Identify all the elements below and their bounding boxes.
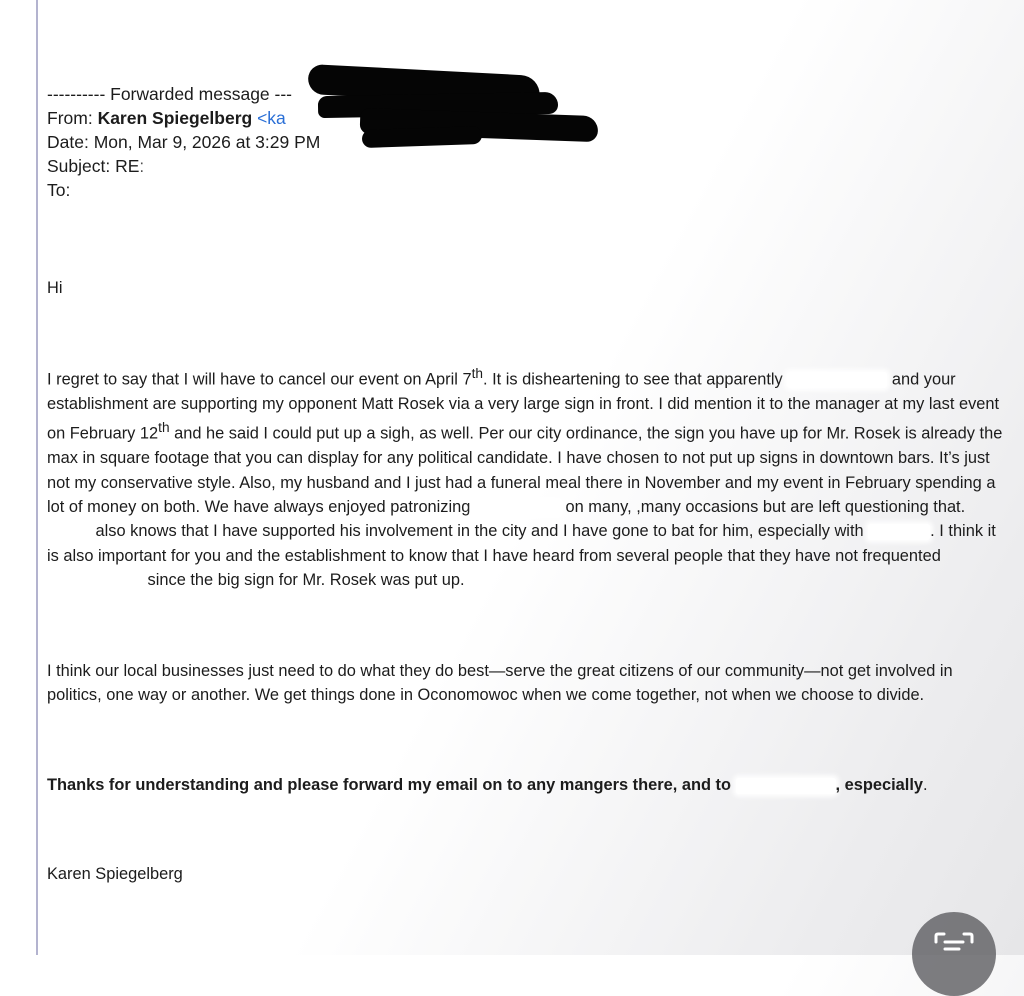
margin-rule bbox=[36, 0, 38, 955]
paragraph-local-business: I think our local businesses just need to do what they do best—serve the great citizens of our community—not get involved in politics, one way or another. We get things done in Oconomowoc when we come together, not when we choose to divide. bbox=[47, 661, 953, 704]
from-label: From: bbox=[47, 108, 98, 128]
forwarded-line: ---------- Forwarded message --- bbox=[47, 84, 292, 104]
redacted-subject bbox=[146, 159, 256, 175]
p3-text-2: , especially bbox=[835, 776, 924, 795]
paragraph-cancellation bbox=[47, 362, 1007, 593]
subject-line bbox=[47, 154, 1007, 178]
p1-sup-1: th bbox=[471, 366, 483, 381]
redacted-name-5 bbox=[47, 573, 143, 589]
redacted-name-4 bbox=[868, 524, 930, 540]
p1-text-4: and he said I could put up a sigh, as well. Per our city ordinance, the sign you have up for Mr. Rosek is already the max in square footage that you can display for any political candidate. I have chosen to not put up signs in downtown bars. It’s just not my conservative style. Also, my husband and I just had a funeral meal there in November and my event in February spending a lot of money on both. We have always enjoyed patronizing bbox=[47, 424, 1003, 516]
p1-text-8: since the big sign for Mr. Rosek was put up. bbox=[143, 571, 465, 590]
p1-text-1: I regret to say that I will have to cancel our event on April 7 bbox=[47, 370, 472, 389]
redacted-name-3 bbox=[47, 524, 91, 540]
p1-sup-2: th bbox=[158, 420, 170, 436]
p1-text-7: . I think it is also important for you and the establishment to know that I have heard from several people that they have not frequented bbox=[47, 522, 996, 565]
greeting-text: Hi bbox=[47, 279, 63, 297]
date-line: Date: Mon, Mar 9, 2026 at 3:29 PM bbox=[47, 132, 321, 152]
redacted-recipient-name bbox=[72, 280, 128, 298]
to-line bbox=[47, 178, 1007, 202]
redacted-name-6 bbox=[736, 778, 836, 794]
scan-text-icon bbox=[934, 932, 974, 952]
redacted-name-2 bbox=[475, 500, 561, 516]
redacted-recipients bbox=[110, 183, 550, 199]
p3-text-1: Thanks for understanding and please forward my email on to any mangers there, and to bbox=[47, 776, 736, 795]
paragraph-thanks bbox=[47, 773, 1007, 797]
sender-email-link[interactable]: <ka bbox=[257, 108, 286, 128]
to-label: To: bbox=[47, 180, 71, 200]
signature: Karen Spiegelberg bbox=[47, 864, 183, 883]
email-body bbox=[47, 82, 1007, 886]
p3-text-3: . bbox=[923, 776, 928, 795]
redacted-name-1 bbox=[787, 372, 887, 388]
p1-text-5: on many, ,many occasions but are left questioning that. bbox=[560, 497, 966, 516]
scan-text-button[interactable] bbox=[912, 912, 996, 996]
p1-text-3: and your establishment are supporting my opponent Matt Rosek via a very large sign in front. I did mention it to the manager at my last event on February 12 bbox=[47, 370, 1000, 443]
greeting bbox=[47, 276, 1007, 300]
subject-label: Subject: RE: bbox=[47, 156, 145, 176]
p1-text-6: also knows that I have supported his involvement in the city and I have gone to bat for him, especially with bbox=[91, 522, 869, 541]
p1-text-2: . It is disheartening to see that apparently bbox=[482, 370, 788, 389]
sender-name: Karen Spiegelberg bbox=[97, 108, 253, 128]
